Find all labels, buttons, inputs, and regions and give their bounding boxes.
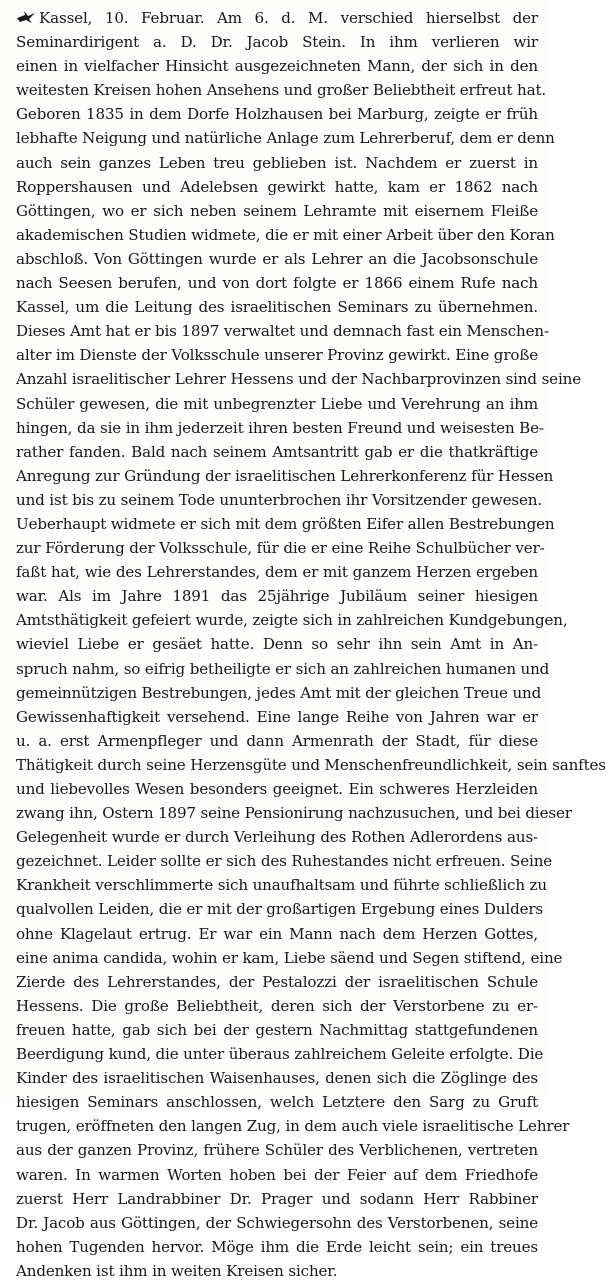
article-line: Zierde des Lehrerstandes, der Pestalozzi der israelitischen Schule bbox=[16, 972, 538, 991]
article-line: Dieses Amt hat er bis 1897 verwaltet und demnach fast ein Menschen- bbox=[16, 322, 549, 341]
article-line: hiesigen Seminars anschlossen, welch Letztere den Sarg zu Gruft bbox=[16, 1093, 538, 1112]
article-line: Ueberhaupt widmete er sich mit dem größten Eifer allen Bestrebungen bbox=[16, 514, 555, 533]
article-line: zwang ihn, Ostern 1897 seine Pensionirung nachzusuchen, und bei dieser bbox=[16, 804, 572, 823]
article-line bbox=[16, 6, 538, 30]
article-line: zur Förderung der Volksschule, für die er eine Reihe Schulbücher ver- bbox=[16, 539, 545, 558]
article-line: u. a. erst Armenpfleger und dann Armenrath der Stadt, für diese bbox=[16, 731, 538, 750]
article-line: aus der ganzen Provinz, frühere Schüler des Verblichenen, vertreten bbox=[16, 1141, 538, 1160]
article-line: freuen hatte, gab sich bei der gestern Nachmittag stattgefundenen bbox=[16, 1020, 538, 1039]
article-line: Gelegenheit wurde er durch Verleihung des Rothen Adlerordens aus- bbox=[16, 828, 538, 847]
article-line: hingen, da sie in ihm jederzeit ihren besten Freund und weisesten Be- bbox=[16, 418, 544, 437]
article-line: Dr. Jacob aus Göttingen, der Schwiegersohn des Verstorbenen, seine bbox=[16, 1213, 538, 1232]
article-line: weitesten Kreisen hohen Ansehens und großer Beliebtheit erfreut hat. bbox=[16, 81, 547, 100]
article-line: und liebevolles Wesen besonders geeignet. Ein schweres Herzleiden bbox=[16, 780, 538, 798]
article-line: abschloß. Von Göttingen wurde er als Lehrer an die Jacobsonschule bbox=[16, 249, 538, 268]
article-line: Schüler gewesen, die mit unbegrenzter Liebe und Verehrung an ihm bbox=[16, 394, 538, 413]
article-line: Roppershausen und Adelebsen gewirkt hatte, kam er 1862 nach bbox=[16, 177, 538, 196]
article-line: Kassel, um die Leitung des israelitischen Seminars zu übernehmen. bbox=[16, 298, 538, 317]
article-line: waren. In warmen Worten hoben bei der Feier auf dem Friedhofe bbox=[16, 1165, 538, 1184]
article-line: spruch nahm, so eifrig betheiligte er sich an zahlreichen humanen und bbox=[16, 659, 550, 678]
article-line: zuerst Herr Landrabbiner Dr. Prager und sodann Herr Rabbiner bbox=[16, 1189, 538, 1208]
article-line: rather fanden. Bald nach seinem Amtsantritt gab er die thatkräftige bbox=[16, 442, 538, 461]
article-line: einen in vielfacher Hinsicht ausgezeichneten Mann, der sich in den bbox=[16, 57, 538, 76]
article-line: Göttingen, wo er sich neben seinem Lehramte mit eisernem Fleiße bbox=[16, 201, 538, 220]
article-line: Thätigkeit durch seine Herzensgüte und Menschenfreundlichkeit, sein sanftes bbox=[16, 755, 606, 774]
article-line: faßt hat, wie des Lehrerstandes, dem er mit ganzem Herzen ergeben bbox=[16, 563, 538, 582]
article-line: auch sein ganzes Leben treu geblieben ist. Nachdem er zuerst in bbox=[16, 153, 538, 172]
article-line: gemeinnützigen Bestrebungen, jedes Amt mit der gleichen Treue und bbox=[16, 683, 542, 702]
article-line: Gewissenhaftigkeit versehend. Eine lange Reihe von Jahren war er bbox=[16, 707, 538, 726]
article-line: nach Seesen berufen, und von dort folgte er 1866 einem Rufe nach bbox=[16, 274, 538, 293]
article-line-text: Kassel, 10. Februar. Am 6. d. M. verschied hierselbst der bbox=[39, 9, 538, 27]
article-line: akademischen Studien widmete, die er mit einer Arbeit über den Koran bbox=[16, 225, 555, 244]
article-line: hohen Tugenden hervor. Möge ihm die Erde leicht sein; ein treues bbox=[16, 1237, 538, 1256]
article-line: ohne Klagelaut ertrug. Er war ein Mann nach dem Herzen Gottes, bbox=[16, 924, 538, 943]
article-line: war. Als im Jahre 1891 das 25jährige Jubiläum seiner hiesigen bbox=[16, 587, 538, 606]
article-line: lebhafte Neigung und natürliche Anlage zum Lehrerberuf, dem er denn bbox=[16, 129, 555, 148]
article-line: qualvollen Leiden, die er mit der großartigen Ergebung eines Dulders bbox=[16, 900, 544, 919]
article-line: Anzahl israelitischer Lehrer Hessens und der Nachbarprovinzen sind seine bbox=[16, 370, 581, 389]
article-line: eine anima candida, wohin er kam, Liebe säend und Segen stiftend, eine bbox=[16, 948, 563, 967]
article-line: Beerdigung kund, die unter überaus zahlreichem Geleite erfolgte. Die bbox=[16, 1045, 544, 1064]
article-line: wieviel Liebe er gesäet hatte. Denn so sehr ihn sein Amt in An- bbox=[16, 635, 538, 654]
article-line: Kinder des israelitischen Waisenhauses, denen sich die Zöglinge des bbox=[16, 1069, 538, 1088]
article-line: gezeichnet. Leider sollte er sich des Ruhestandes nicht erfreuen. Seine bbox=[16, 852, 553, 871]
article-line: Anregung zur Gründung der israelitischen Lehrerkonferenz für Hessen bbox=[16, 466, 554, 485]
article-line: Amtsthätigkeit gefeiert wurde, zeigte sich in zahlreichen Kundgebungen, bbox=[16, 611, 568, 630]
article-line: alter im Dienste der Volksschule unserer Provinz gewirkt. Eine große bbox=[16, 346, 539, 365]
article-line: Krankheit verschlimmerte sich unaufhaltsam und führte schließlich zu bbox=[16, 876, 547, 895]
article-line: Hessens. Die große Beliebtheit, deren sich der Verstorbene zu er- bbox=[16, 996, 538, 1015]
article-line: Seminardirigent a. D. Dr. Jacob Stein. In ihm verlieren wir bbox=[16, 33, 538, 52]
article-line: trugen, eröffneten den langen Zug, in dem auch viele israelitische Lehrer bbox=[16, 1117, 570, 1136]
obituary-article bbox=[16, 6, 606, 1283]
article-line: und ist bis zu seinem Tode ununterbrochen ihr Vorsitzender gewesen. bbox=[16, 490, 542, 509]
article-line: Geboren 1835 in dem Dorfe Holzhausen bei Marburg, zeigte er früh bbox=[16, 105, 538, 124]
article-line: Andenken ist ihm in weiten Kreisen sicher. bbox=[16, 1261, 338, 1280]
dateline-marker-icon bbox=[16, 9, 36, 25]
